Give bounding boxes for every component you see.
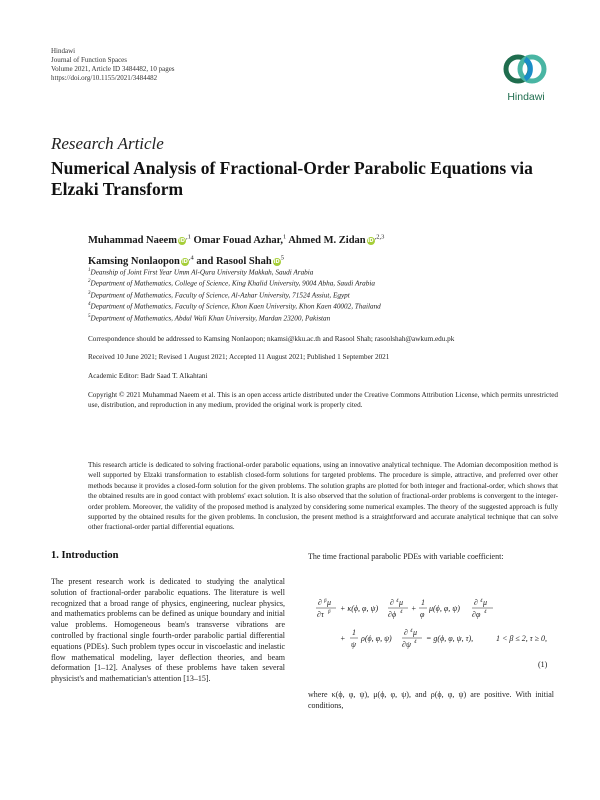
- svg-text:∂: ∂: [474, 598, 478, 607]
- correspondence: Correspondence should be addressed to Kamsing Nonlaopon; nkamsi@kku.ac.th and Rasool Shah; rasoolshah@awkum.edu.pk: [88, 335, 455, 343]
- svg-text:4: 4: [410, 629, 413, 634]
- publication-dates: Received 10 June 2021; Revised 1 August 2021; Accepted 11 August 2021; Published 1 September 2021: [88, 353, 390, 361]
- svg-text:β: β: [328, 610, 331, 615]
- orcid-icon[interactable]: iD: [273, 259, 280, 265]
- orcid-icon[interactable]: iD: [179, 237, 185, 244]
- svg-text:+ κ(ϕ, φ, ψ): + κ(ϕ, φ, ψ): [340, 604, 379, 613]
- svg-text:∂: ∂: [390, 598, 394, 607]
- section-heading: 1. Introduction: [51, 550, 119, 561]
- author[interactable]: and Rasool Shah $iD^5$: [196, 254, 284, 267]
- publisher-name: Hindawi: [51, 47, 76, 55]
- journal-name: Journal of Function Spaces: [51, 56, 128, 64]
- svg-text:∂ψ: ∂ψ: [402, 640, 411, 649]
- svg-text:ψ: ψ: [351, 640, 356, 649]
- svg-text:4: 4: [396, 599, 399, 604]
- author[interactable]: Kamsing Nonlaopon $iD^{,4}$: [88, 254, 194, 267]
- svg-text:∂: ∂: [318, 598, 322, 607]
- svg-text:4: 4: [414, 640, 417, 645]
- orcid-icon[interactable]: iD: [181, 259, 188, 265]
- author[interactable]: Muhammad Naeem $iD^{,1}$: [88, 233, 191, 246]
- article-type: Research Article: [51, 134, 164, 153]
- copyright-notice: Copyright © 2021 Muhammad Naeem et al. This is an open access article distributed under the Creative Commons Attribution License, which permits unrestricted use, distribution, and reproduction in any medium, provided the original work is properly cited.: [88, 391, 558, 409]
- svg-text:∂: ∂: [404, 628, 408, 637]
- svg-text:μ: μ: [399, 598, 404, 607]
- author[interactable]: Omar Fouad Azhar,$^1$: [193, 233, 287, 246]
- equation-number: (1): [538, 660, 548, 669]
- svg-text:∂ϕ: ∂ϕ: [388, 610, 397, 619]
- affiliation: $^4$Department of Mathematics, Faculty of Science, Khon Kaen University, Khon Kaen 40002, Thailand: [88, 302, 381, 311]
- affiliation: $^1$Deanship of Joint First Year Umm Al-Qura University Makkah, Saudi Arabia: [88, 268, 314, 277]
- svg-text:4: 4: [400, 610, 403, 615]
- svg-text:1: 1: [421, 598, 425, 607]
- hindawi-logo-icon: [494, 48, 558, 104]
- affiliation: $^5$Department of Mathematics, Abdul Wali Khan University, Mardan 23200, Pakistan: [88, 313, 331, 322]
- right-column-intro: The time fractional parabolic PDEs with variable coefficient:: [308, 552, 504, 561]
- svg-text:ρ(ϕ, φ, ψ): ρ(ϕ, φ, ψ): [361, 634, 392, 643]
- svg-text:∂φ: ∂φ: [472, 610, 481, 619]
- academic-editor: Academic Editor: Badr Saad T. Alkahtani: [88, 372, 208, 380]
- equation-1: [316, 596, 556, 666]
- svg-text:μ(ϕ, φ, ψ): μ(ϕ, φ, ψ): [429, 604, 460, 613]
- svg-text:β: β: [324, 599, 327, 604]
- orcid-icon[interactable]: iD: [367, 237, 374, 244]
- doi-link[interactable]: https://doi.org/10.1155/2021/3484482: [51, 74, 158, 82]
- paper-title: Numerical Analysis of Fractional-Order Parabolic Equations via Elzaki Transform: [51, 158, 533, 199]
- svg-text:μ: μ: [483, 598, 488, 607]
- logo-text: Hindawi: [507, 91, 545, 103]
- author[interactable]: Ahmed M. Zidan $iD^{,2,3}$: [288, 233, 385, 246]
- author-list: [88, 228, 548, 271]
- svg-text:= g(ϕ, φ, ψ, τ),: = g(ϕ, φ, ψ, τ),: [426, 634, 474, 643]
- svg-text:∂τ: ∂τ: [317, 610, 324, 619]
- volume-line: Volume 2021, Article ID 3484482, 10 pages: [51, 65, 175, 73]
- intro-paragraph: The present research work is dedicated to studying the analytical solution of fractional-order parabolic equations. The literature is well recognized that a broad range of physics, engineering, nuclear physics, and mathematics problems can be defined as unique boundary and initial value problems. Homogeneous beam's transverse vibrations are controlled by fractional single fourth-order parabolic partial differential equations (PDEs). Such problem types occur in viscoelastic and inelastic flow mathematical modeling, layer deflection theories, and beam deformation [1–12]. Analyses of these problems have taken several physicist's and mathematician's attention [13–15].: [51, 577, 285, 684]
- svg-text:1 < β ≤ 2, τ ≥ 0,: 1 < β ≤ 2, τ ≥ 0,: [496, 634, 548, 643]
- svg-text:4: 4: [484, 610, 487, 615]
- affiliation: $^3$Department of Mathematics, Faculty of Science, Al-Azhar University, 71524 Assiut, Egypt: [88, 290, 350, 300]
- svg-text:+: +: [340, 634, 346, 643]
- affiliations: [88, 266, 558, 323]
- svg-text:+: +: [411, 604, 417, 613]
- svg-text:4: 4: [480, 599, 483, 604]
- right-column-after-equation: where κ(ϕ, φ, ψ), μ(ϕ, φ, ψ), and ρ(ϕ, φ, ψ) are positive. With initial conditions,: [308, 690, 554, 710]
- svg-text:1: 1: [352, 628, 356, 637]
- svg-text:μ: μ: [327, 598, 332, 607]
- journal-meta: [51, 47, 175, 83]
- svg-text:μ: μ: [413, 628, 418, 637]
- svg-text:φ: φ: [420, 610, 425, 619]
- affiliation: $^2$Department of Mathematics, College of Science, King Khalid University, 9004 Abha, Saudi Arabia: [88, 279, 375, 288]
- abstract: This research article is dedicated to solving fractional-order parabolic equations, using an innovative analytical technique. The Adomian decomposition method is well supported by Elzaki transformation to establish closed-form solutions for targeted problems. The procedure is simple, attractive, and preferred over other methods because it provides a closed-form solution for the given problems. The solution graphs are plotted for both integer and fractional-order, which shows that the obtained results are in good contact with problems' exact solution. It is also observed that the solution of fractional-order problems is convergent to the integer-order problem. Moreover, the validity of the proposed method is analyzed by considering some numerical examples. The theory of the suggested approach is fully supported by the obtained results for the given problems. In conclusion, the present method is a straightforward and accurate analytical technique that can solve other fractional-order partial differential equations.: [88, 461, 558, 532]
- hindawi-logo: [494, 48, 558, 104]
